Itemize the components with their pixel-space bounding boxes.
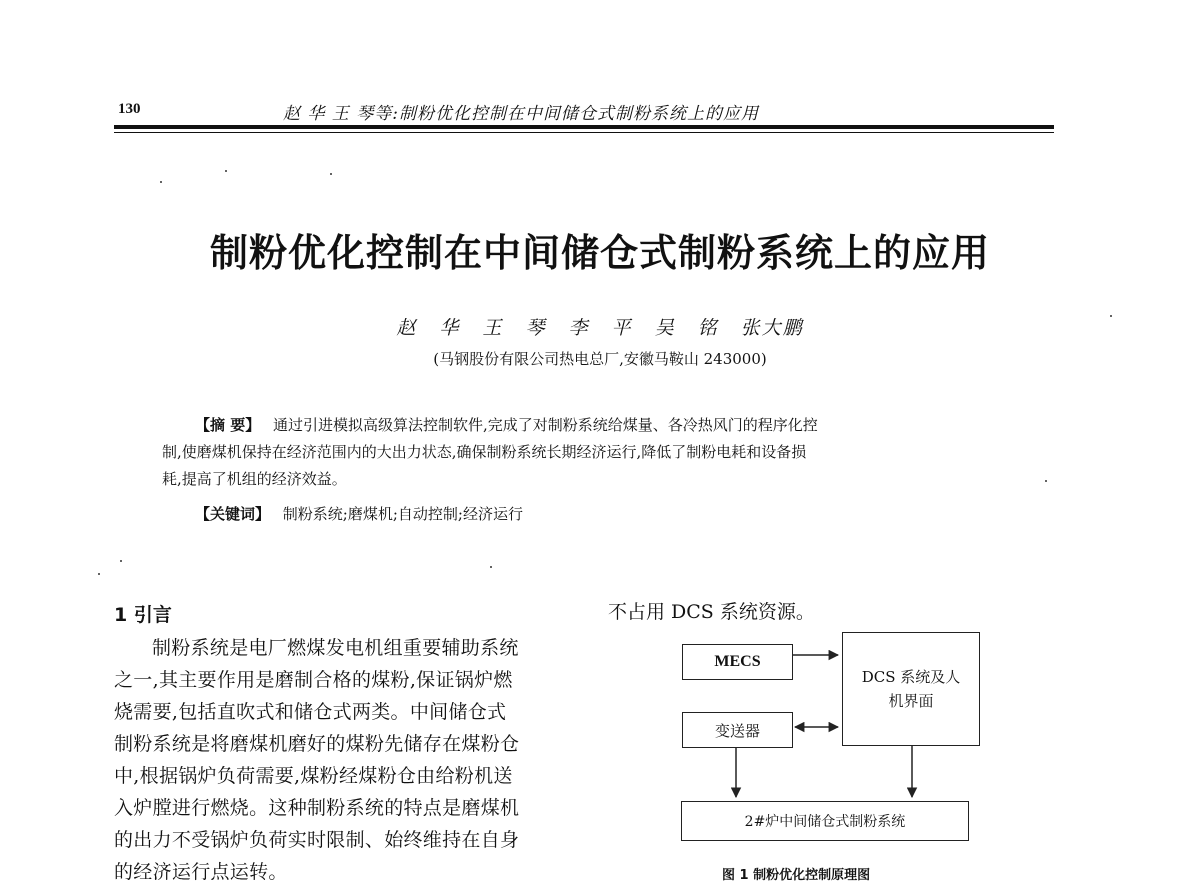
abstract-label: 【摘 要】 (195, 416, 261, 434)
body-line: 之一,其主要作用是磨制合格的煤粉,保证锅炉燃 (114, 669, 513, 691)
abstract-line-2: 制,使磨煤机保持在经济范围内的大出力状态,确保制粉系统长期经济运行,降低了制粉电耗和设备损 (162, 443, 807, 461)
body-line: 中,根据锅炉负荷需要,煤粉经煤粉仓由给粉机送 (114, 765, 513, 787)
figure-caption: 图 1 制粉优化控制原理图 (722, 868, 871, 883)
body-line: 制粉系统是电厂燃煤发电机组重要辅助系统 (152, 637, 519, 659)
keywords-text: 制粉系统;磨煤机;自动控制;经济运行 (282, 505, 523, 523)
box-system-label: 2#炉中间储仓式制粉系统 (744, 814, 906, 830)
abstract-text: 通过引进模拟高级算法控制软件,完成了对制粉系统给煤量、各冷热风门的程序化控 (273, 416, 818, 434)
box-dcs-label-1: DCS 系统及人 (861, 668, 961, 686)
box-transmitter-label: 变送器 (714, 721, 760, 740)
diagram-box-transmitter (682, 712, 793, 748)
running-title: 赵 华 王 琴等:制粉优化控制在中间储仓式制粉系统上的应用 (283, 104, 759, 124)
section-heading: 1 引言 (114, 604, 172, 626)
diagram-box-mecs (682, 644, 793, 680)
body-line: 的经济运行点运转。 (114, 861, 288, 883)
body-line: 入炉膛进行燃烧。这种制粉系统的特点是磨煤机 (114, 797, 520, 819)
article-title: 制粉优化控制在中间储仓式制粉系统上的应用 (209, 230, 990, 275)
body-line: 烧需要,包括直吹式和储仓式两类。中间储仓式 (114, 701, 507, 723)
diagram-box-dcs (842, 632, 980, 746)
keywords-label: 【关键词】 (195, 505, 271, 523)
affiliation: (马钢股份有限公司热电总厂,安徽马鞍山 243000) (433, 350, 767, 368)
body-line: 制粉系统是将磨煤机磨好的煤粉先储存在煤粉仓 (114, 733, 520, 755)
diagram-box-system (681, 801, 969, 841)
box-dcs-label-2: 机界面 (888, 692, 934, 710)
body-line: 的出力不受锅炉负荷实时限制、始终维持在自身 (114, 829, 520, 851)
right-column-text: 不占用 DCS 系统资源。 (608, 601, 815, 623)
box-mecs-label: MECS (714, 653, 761, 670)
abstract-line-3: 耗,提高了机组的经济效益。 (162, 470, 347, 488)
page-number: 130 (118, 101, 141, 117)
author-list: 赵 华 王 琴 李 平 吴 铭 张大鹏 (396, 317, 804, 339)
